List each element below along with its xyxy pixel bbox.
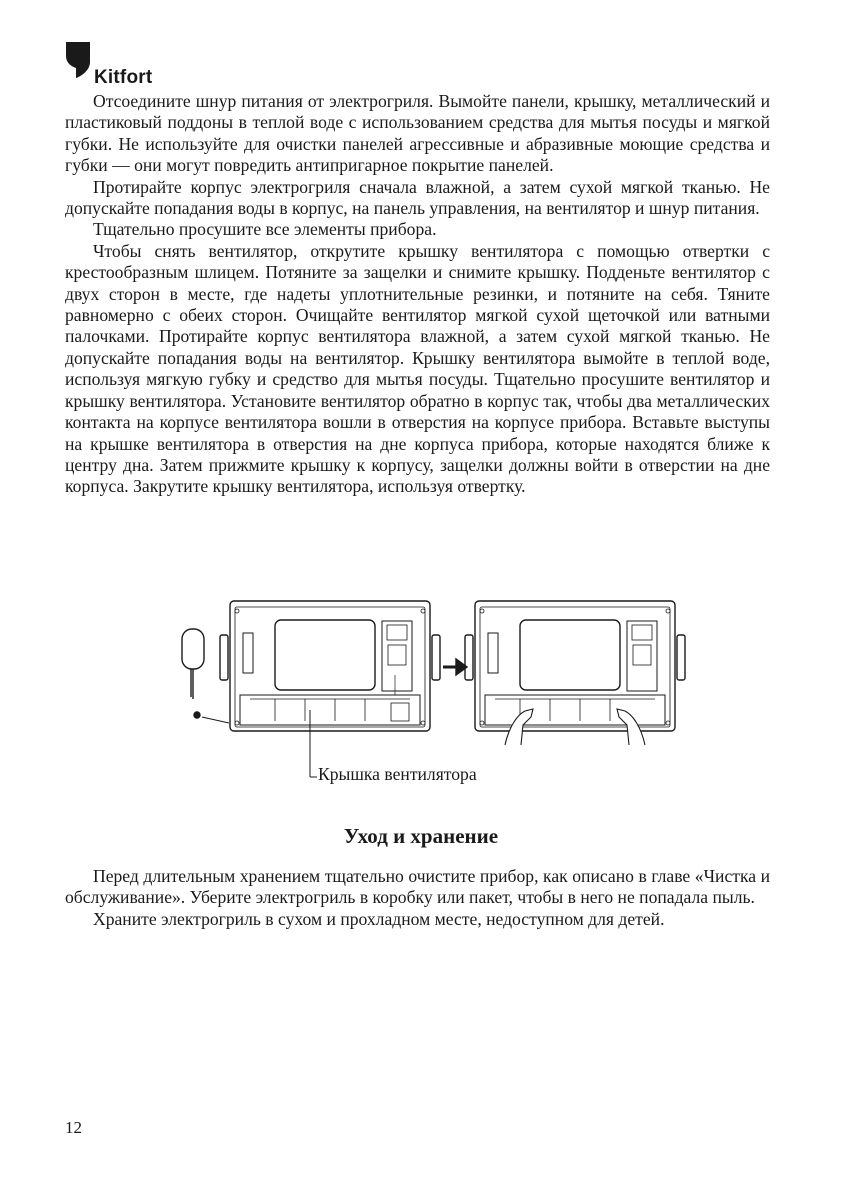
paragraph: Храните электрогриль в сухом и прохладном месте, недоступном для детей. xyxy=(93,908,665,929)
paragraph: Тщательно просушите все элементы прибора. xyxy=(93,219,437,240)
section-text xyxy=(65,866,770,930)
kitfort-logo xyxy=(64,40,174,92)
page-number: 12 xyxy=(65,1118,82,1137)
kitfort-logo-icon xyxy=(64,40,92,80)
figure-caption: Крышка вентилятора xyxy=(318,764,477,784)
grill-bottom-view-before xyxy=(220,601,440,731)
brand-name: Kitfort xyxy=(94,67,153,88)
paragraph: Чтобы снять вентилятор, открутите крышку вентилятора с помощью отвертки с крестообразным шлицем. Потяните за защелки и снимите крышку. Подденьте вентилятор с двух сторон в месте, где надеты уплотнительные резинки, и потяните на себя. Тяните равномерно с обеих сторон. Очищайте вентилятор мягкой сухой щеточкой или ватными палочками. Протирайте корпус вентилятора влажной, а затем сухой мягкой тканью. Не допускайте попадания воды на вентилятор. Крышку вентилятора вымойте в теплой воде, используя мягкую губку и средство для мытья посуды. Тщательно просушите вентилятор и крышку вентилятора. Установите вентилятор обратно в корпус так, чтобы два металлических контакта на корпусе вентилятора вошли в отверстия на корпусе прибора. Вставьте выступы на крышке вентилятора в отверстия на дне корпуса прибора, которые находятся ближе к центру дна. Затем прижмите крышку к корпусу, защелки должны войти в отверстии на дне корпуса. Закрутите крышку вентилятора, используя отвертку. xyxy=(65,240,770,497)
paragraph: Отсоедините шнур питания от электрогриля. Вымойте панели, крышку, металлический и пластиковый поддоны в теплой воде с использованием средства для мытья посуды и мягкой губки. Не используйте для очистки панелей агрессивные и абразивные моющие средства и губки — они могут повредить антипригарное покрытие панелей. xyxy=(65,91,770,176)
screwdriver-icon xyxy=(182,629,229,723)
paragraph: Протирайте корпус электрогриля сначала влажной, а затем сухой мягкой тканью. Не допускайте попадания воды в корпус, на панель управления, на вентилятор и шнур питания. xyxy=(65,176,770,219)
main-text xyxy=(65,91,770,498)
paragraph: Перед длительным хранением тщательно очистите прибор, как описано в главе «Чистка и обслуживание». Уберите электрогриль в коробку или пакет, чтобы в него не попадала пыль. xyxy=(65,866,770,908)
grill-bottom-view-after xyxy=(465,601,685,745)
section-title: Уход и хранение xyxy=(343,824,499,848)
arrow-right-icon xyxy=(443,659,467,675)
